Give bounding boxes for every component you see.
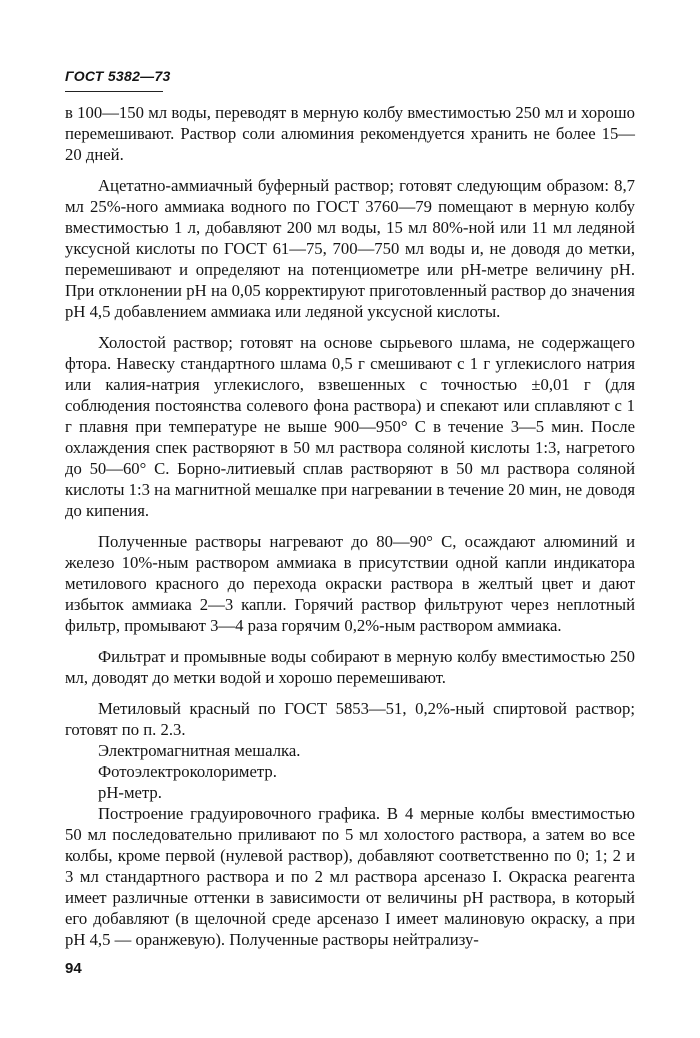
paragraph-continuation: в 100—150 мл воды, переводят в мерную колбу вместимостью 250 мл и хорошо перемешивают. Раствор соли алюминия рекомендуется хранить не более 15—20 дней. [65,103,635,164]
paragraph-heating: Полученные растворы нагревают до 80—90° С, осаждают алюминий и железо 10%-ным раствором аммиака в присутствии одной капли индикатора метилового красного до перехода окраски раствора в желтый цвет и дают избыток аммиака 2—3 капли. Горячий раствор фильтруют через неплотный фильтр, промывают 3—4 раза горячим 0,2%-ным раствором аммиака. [65,532,635,635]
paragraph-blank-solution: Холостой раствор; готовят на основе сырьевого шлама, не содержащего фтора. Навеску стандартного шлама 0,5 г смешивают с 1 г углекислого натрия или калия-натрия углекислого, взвешенных с точностью ±0,01 г (для соблюдения постоянства солевого фона раствора) и спекают или сплавляют с 1 г плавня при температуре не выше 900—950° С в течение 3—5 мин. После охлаждения спек растворяют в 50 мл раствора соляной кислоты 1:3, нагретого до 50—60° С. Борно-литиевый сплав растворяют в 50 мл раствора соляной кислоты 1:3 на магнитной мешалке при нагревании в течение 20 мин, не доводя до кипения. [65,333,635,520]
paragraph-buffer-solution: Ацетатно-аммиачный буферный раствор; готовят следующим образом: 8,7 мл 25%-ного аммиака водного по ГОСТ 3760—79 помещают в мерную колбу вместимостью 1 л, добавляют 200 мл воды, 15 мл 80%-ной или 11 мл ледяной уксусной кислоты по ГОСТ 61—75, 700—750 мл воды и, не доводя до метки, перемешивают и определяют на потенциометре или pH-метре величину pH. При отклонении pH на 0,05 корректируют приготовленный раствор до значения pH 4,5 добавлением аммиака или ледяной уксусной кислоты. [65,176,635,321]
page-header-title: ГОСТ 5382—73 [65,68,171,84]
line-photocolorimeter: Фотоэлектроколориметр. [98,762,277,781]
paragraph-calibration: Построение градуировочного графика. В 4 мерные колбы вместимостью 50 мл последовательно приливают по 5 мл холостого раствора, а затем во все колбы, кроме первой (нулевой раствор), добавляют соответственно по 0; 1; 2 и 3 мл стандартного раствора и по 2 мл раствора арсеназо I. Окраска реагента имеет различные оттенки в зависимости от величины pH раствора, в который его добавляют (в щелочной среде арсеназо I имеет малиновую окраску, а при pH 4,5 — оранжевую). Полученные растворы нейтрализу- [65,804,635,949]
paragraph-methyl-red: Метиловый красный по ГОСТ 5853—51, 0,2%-ный спиртовой раствор; готовят по п. 2.3. [65,699,635,739]
line-ph-meter: pH-метр. [98,783,162,802]
body-text [65,102,635,950]
paragraph-filtrate: Фильтрат и промывные воды собирают в мерную колбу вместимостью 250 мл, доводят до метки водой и хорошо перемешивают. [65,647,635,687]
line-stirrer: Электромагнитная мешалка. [98,741,301,760]
header-rule [65,91,163,92]
page-number: 94 [65,960,82,977]
